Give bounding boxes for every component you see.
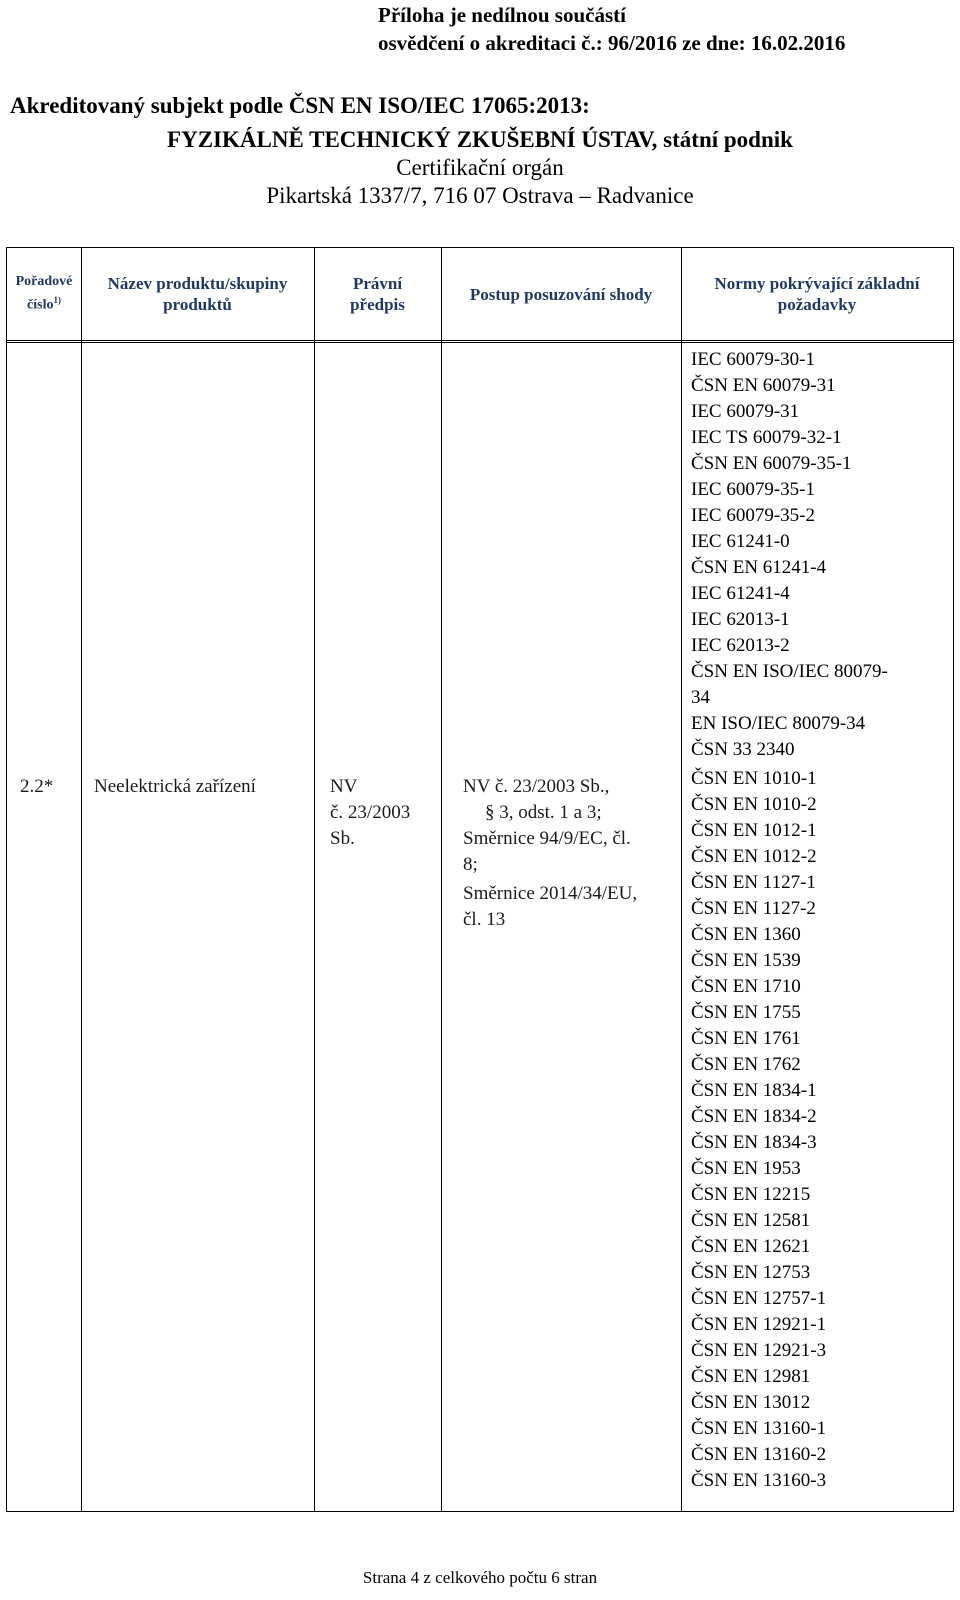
norm-item: ČSN EN 1755 [691, 1002, 801, 1023]
norm-item: ČSN EN 13160-2 [691, 1444, 827, 1465]
column-divider [81, 248, 82, 1511]
norm-item: IEC 61241-4 [691, 583, 790, 604]
procedure-line: § 3, odst. 1 a 3; [485, 802, 602, 823]
norm-item: IEC TS 60079-32-1 [691, 427, 842, 448]
norm-item: EN ISO/IEC 80079-34 [691, 713, 866, 734]
norm-item: IEC 60079-30-1 [691, 349, 816, 370]
norm-item: ČSN EN 61241-4 [691, 557, 827, 578]
address: Pikartská 1337/7, 716 07 Ostrava – Radvanice [266, 183, 694, 208]
norm-item: ČSN EN 1012-1 [691, 820, 817, 841]
norm-item: ČSN 33 2340 [691, 739, 795, 760]
norm-item: ČSN EN 60079-31 [691, 375, 836, 396]
row-legal-regulation: NV č. 23/2003 Sb. [330, 776, 411, 849]
norm-item: ČSN EN 13160-3 [691, 1470, 827, 1491]
norm-item: ČSN EN 1834-1 [691, 1080, 817, 1101]
organization-name: FYZIKÁLNĚ TECHNICKÝ ZKUŠEBNÍ ÚSTAV, státní podnik [167, 127, 793, 152]
norm-item: ČSN EN ISO/IEC 80079- [691, 661, 888, 682]
norm-item: IEC 61241-0 [691, 531, 790, 552]
procedure-line: NV č. 23/2003 Sb., [463, 776, 610, 797]
norm-item: ČSN EN 12981 [691, 1366, 811, 1387]
norm-item: ČSN EN 12215 [691, 1184, 811, 1205]
norm-item: ČSN EN 1010-1 [691, 768, 817, 789]
norm-item: ČSN EN 12921-3 [691, 1340, 827, 1361]
norm-item: ČSN EN 1010-2 [691, 794, 817, 815]
norm-item: IEC 62013-2 [691, 635, 790, 656]
norm-item: ČSN EN 12621 [691, 1236, 811, 1257]
norm-item: ČSN EN 1761 [691, 1028, 801, 1049]
column-divider [314, 248, 315, 1511]
row-number: 2.2* [20, 776, 54, 797]
accredited-subject: Akreditovaný subjekt podle ČSN EN ISO/IEC 17065:2013: [10, 93, 590, 118]
norm-item: ČSN EN 1834-3 [691, 1132, 817, 1153]
norm-item: ČSN EN 13160-1 [691, 1418, 827, 1439]
norm-item: ČSN EN 60079-35-1 [691, 453, 852, 474]
header-norms: Normy pokrývající základní požadavky [714, 274, 920, 314]
procedure-line: 8; [463, 854, 478, 875]
norm-item: ČSN EN 1360 [691, 924, 801, 945]
header-procedure: Postup posuzování shody [469, 284, 653, 304]
header-number: Pořadové číslo$^{1)}$ [15, 274, 73, 313]
norm-item: ČSN EN 1762 [691, 1054, 801, 1075]
table-header-row [7, 248, 953, 343]
norm-item: ČSN EN 1834-2 [691, 1106, 817, 1127]
page-footer: Strana 4 z celkového počtu 6 stran [362, 1568, 598, 1587]
norm-item: ČSN EN 12757-1 [691, 1288, 827, 1309]
annex-title: Příloha je nedílnou součástí [378, 3, 626, 27]
norms-list [691, 347, 931, 1494]
norm-item: ČSN EN 1012-2 [691, 846, 817, 867]
norm-item: ČSN EN 12581 [691, 1210, 811, 1231]
body-type: Certifikační orgán [396, 155, 564, 180]
norm-item: ČSN EN 13012 [691, 1392, 811, 1413]
column-divider [681, 248, 682, 1511]
norm-item: IEC 60079-35-2 [691, 505, 816, 526]
row-procedure [463, 774, 637, 933]
norm-item: IEC 60079-35-1 [691, 479, 816, 500]
norm-item: ČSN EN 1710 [691, 976, 801, 997]
norm-item: 34 [691, 687, 710, 708]
header-product: Název produktu/skupiny produktů [107, 274, 288, 314]
column-divider [441, 248, 442, 1511]
norm-item: ČSN EN 1953 [691, 1158, 801, 1179]
header-law: Právní předpis [350, 274, 405, 314]
norm-item: ČSN EN 1127-2 [691, 898, 816, 919]
norm-item: ČSN EN 12753 [691, 1262, 811, 1283]
norm-item: ČSN EN 1539 [691, 950, 801, 971]
procedure-line: Směrnice 94/9/EC, čl. [463, 828, 631, 849]
norm-item: ČSN EN 1127-1 [691, 872, 816, 893]
annex-certificate-line: osvědčení o akreditaci č.: 96/2016 ze dne: 16.02.2016 [378, 31, 846, 55]
norm-item: ČSN EN 12921-1 [691, 1314, 827, 1335]
procedure-line: Směrnice 2014/34/EU, [463, 883, 638, 904]
norm-item: IEC 62013-1 [691, 609, 790, 630]
norm-item: IEC 60079-31 [691, 401, 800, 422]
row-product-name: Neelektrická zařízení [94, 776, 256, 797]
procedure-line: čl. 13 [463, 909, 506, 930]
